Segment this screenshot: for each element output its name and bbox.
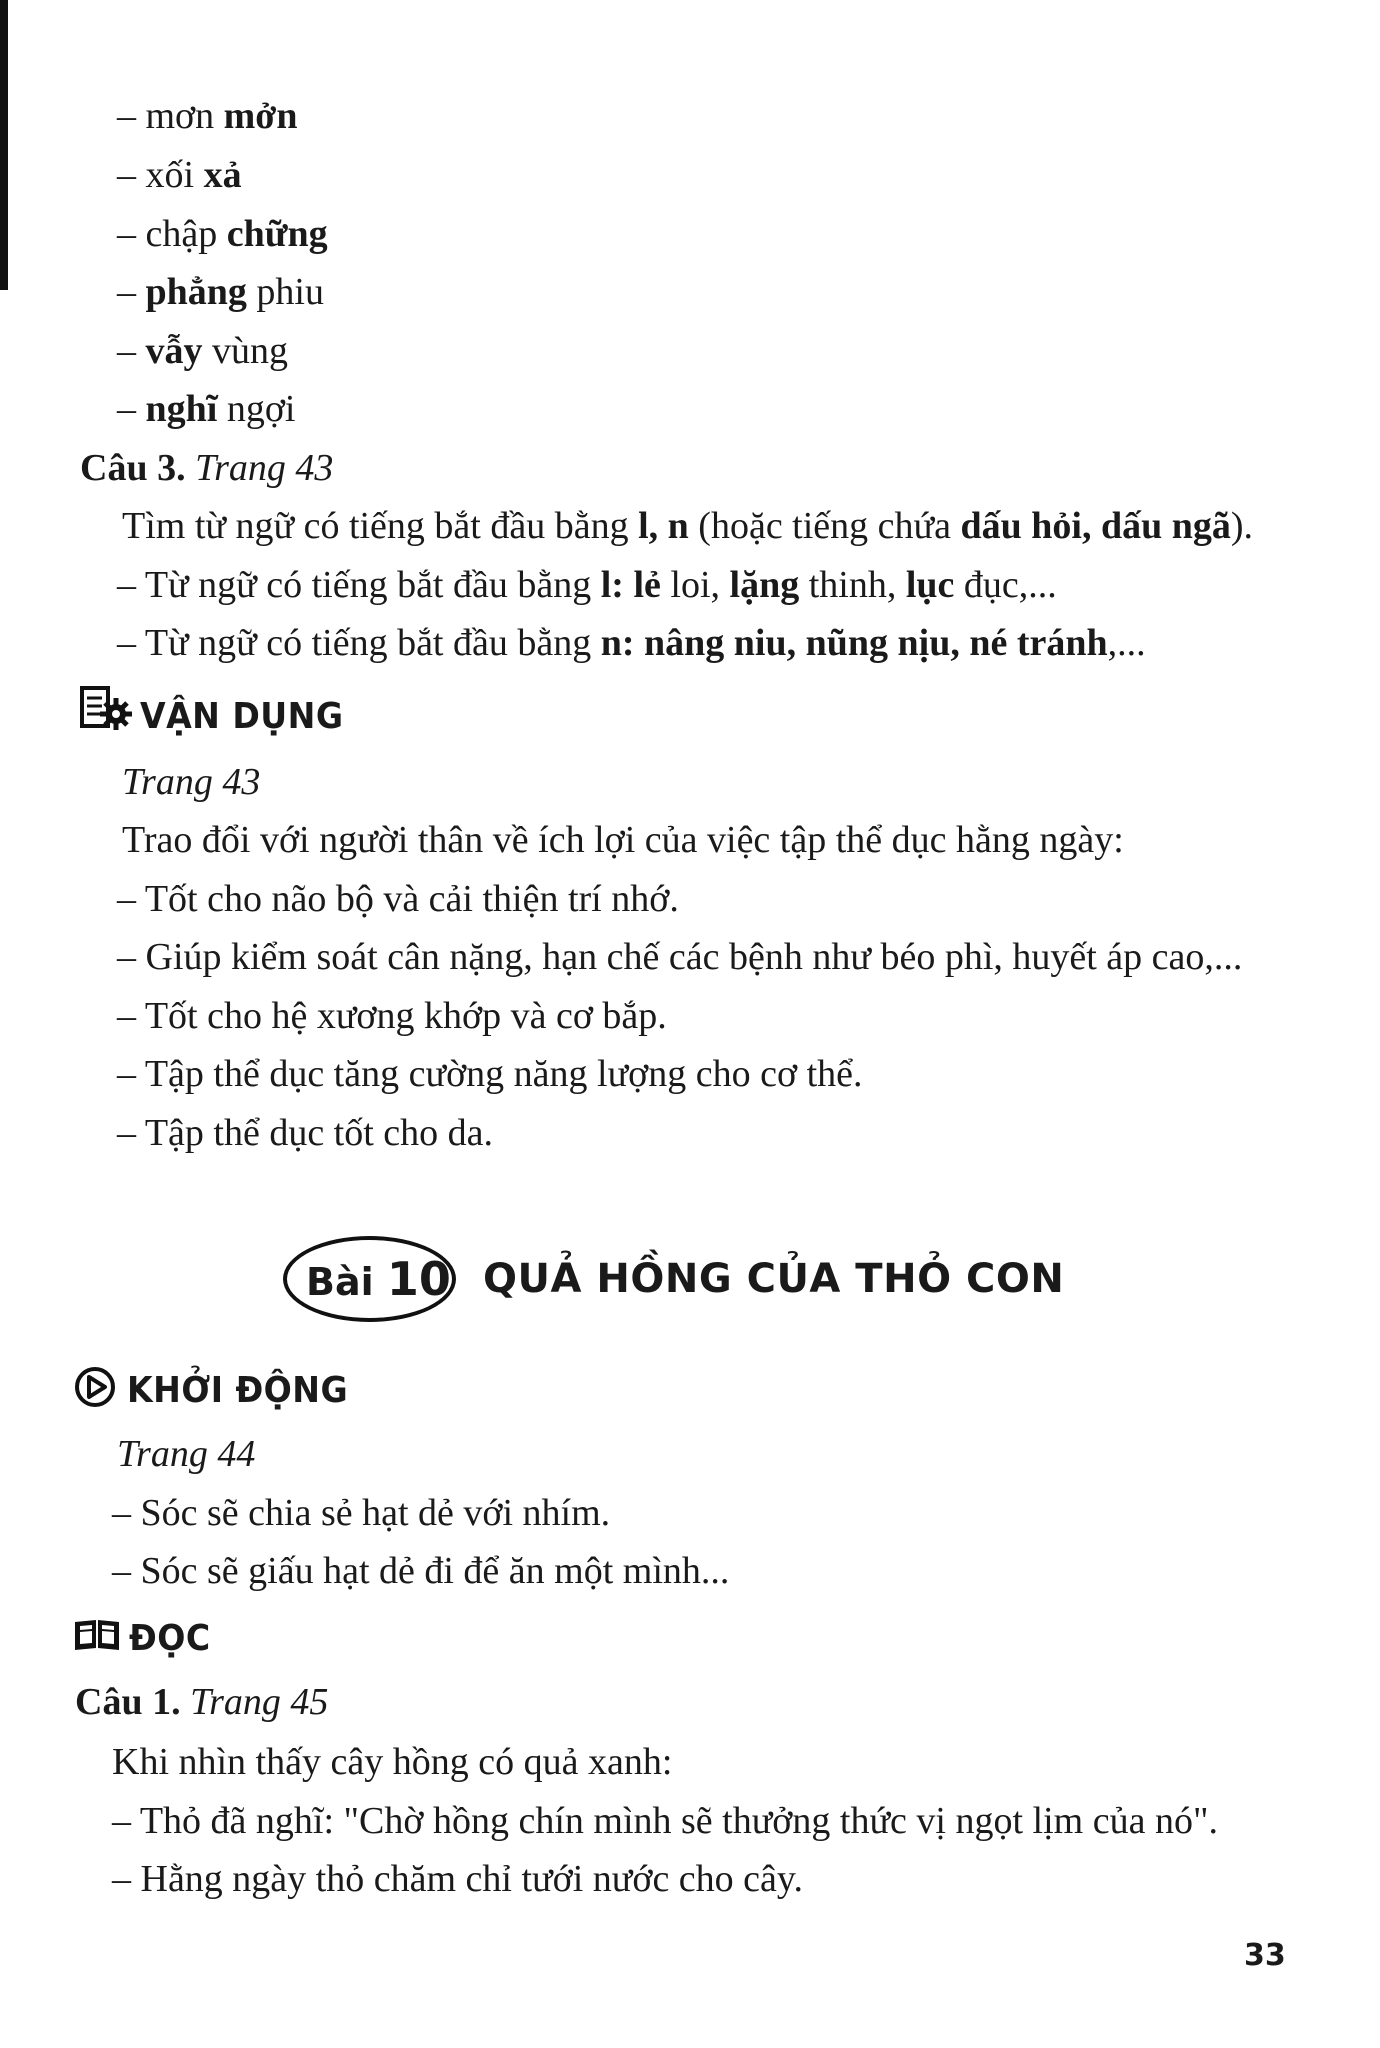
binding-edge xyxy=(0,0,8,290)
page-number: 33 xyxy=(1244,1938,1286,1973)
question-3-prompt: Tìm từ ngữ có tiếng bắt đầu bằng l, n (hoặc tiếng chứa dấu hỏi, dấu ngã). xyxy=(122,505,1254,547)
list-item: – Tốt cho hệ xương khớp và cơ bắp. xyxy=(117,995,667,1037)
list-item: – Sóc sẽ chia sẻ hạt dẻ với nhím. xyxy=(112,1492,611,1534)
open-book-icon xyxy=(72,1618,122,1654)
word-pair: – xối xả xyxy=(117,154,242,196)
list-item: – Tập thể dục tốt cho da. xyxy=(117,1112,494,1154)
word-pair: – phẳng phiu xyxy=(117,271,324,313)
word-pair: – vẫy vùng xyxy=(117,330,288,372)
word-pair: – nghĩ ngợi xyxy=(117,388,296,430)
van-dung-page-ref: Trang 43 xyxy=(122,761,261,803)
list-item: – Thỏ đã nghĩ: "Chờ hồng chín mình sẽ thưởng thức vị ngọt lịm của nó". xyxy=(112,1800,1218,1842)
gear-document-icon xyxy=(78,684,134,734)
section-heading-doc: ĐỌC xyxy=(129,1618,211,1659)
answer-l-words: – Từ ngữ có tiếng bắt đầu bằng l: lẻ loi, lặng thinh, lục đục,... xyxy=(117,564,1057,606)
list-item: – Sóc sẽ giấu hạt dẻ đi để ăn một mình... xyxy=(112,1550,730,1592)
lesson-title: QUẢ HỒNG CỦA THỎ CON xyxy=(483,1256,1065,1302)
list-item: – Tốt cho não bộ và cải thiện trí nhớ. xyxy=(117,878,679,920)
section-heading-van-dung: VẬN DỤNG xyxy=(140,696,344,737)
list-item: – Hằng ngày thỏ chăm chỉ tưới nước cho cây. xyxy=(112,1858,803,1900)
section-heading-khoi-dong: KHỞI ĐỘNG xyxy=(127,1370,349,1411)
khoi-dong-page-ref: Trang 44 xyxy=(117,1433,256,1475)
word-pair: – mơn mởn xyxy=(117,95,298,137)
list-item: – Tập thể dục tăng cường năng lượng cho cơ thể. xyxy=(117,1053,863,1095)
lesson-number: Bài 10 xyxy=(306,1252,451,1306)
answer-n-words: – Từ ngữ có tiếng bắt đầu bằng n: nâng niu, nũng nịu, né tránh,... xyxy=(117,622,1146,664)
van-dung-prompt: Trao đổi với người thân về ích lợi của việc tập thể dục hằng ngày: xyxy=(122,819,1124,861)
question-1-intro: Khi nhìn thấy cây hồng có quả xanh: xyxy=(112,1741,673,1783)
play-circle-icon xyxy=(74,1366,116,1408)
question-1-header: Câu 1. Trang 45 xyxy=(75,1681,329,1723)
word-pair: – chập chững xyxy=(117,213,328,255)
list-item: – Giúp kiểm soát cân nặng, hạn chế các bệnh như béo phì, huyết áp cao,... xyxy=(117,936,1243,978)
question-3-header: Câu 3. Trang 43 xyxy=(80,447,334,489)
